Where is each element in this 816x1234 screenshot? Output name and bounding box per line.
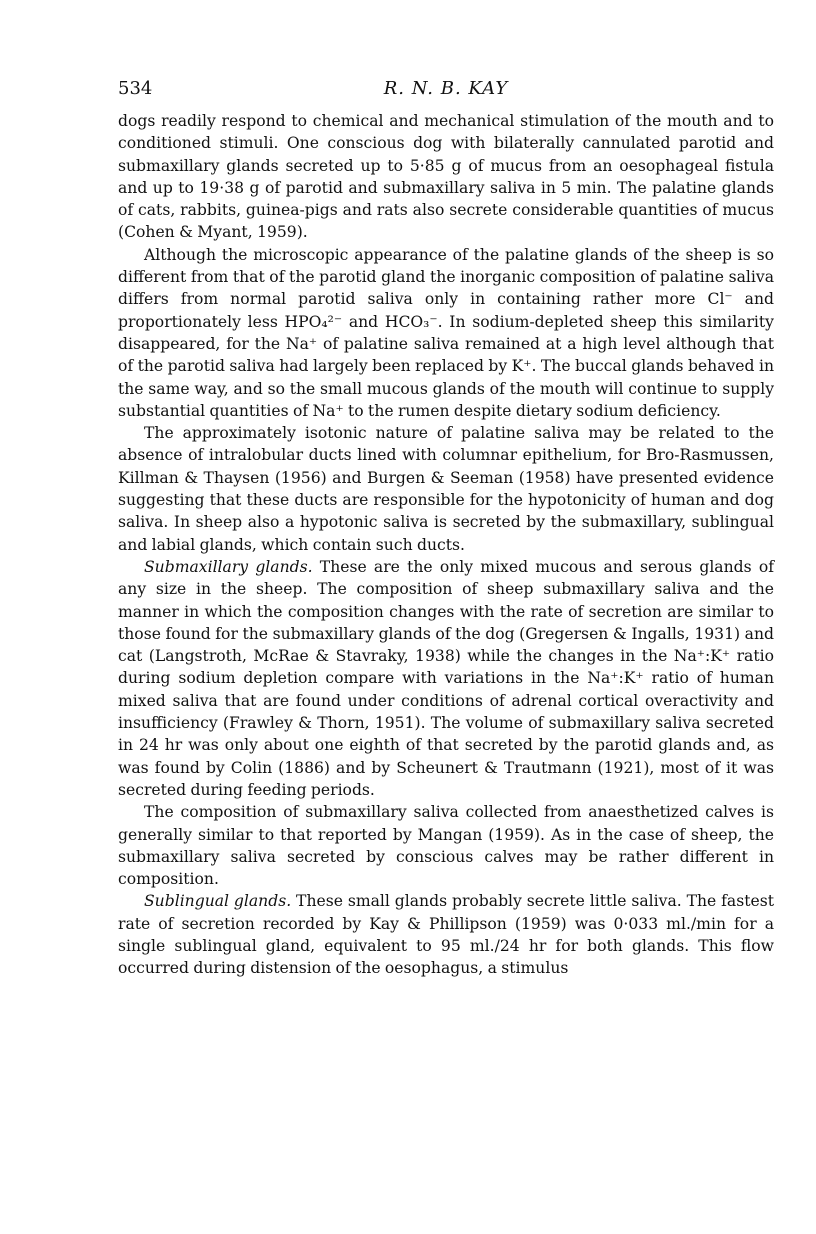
paragraph-text: dogs readily respond to chemical and mechanical stimulation of the mouth and to conditioned stimuli. One conscious dog with bilaterally cannulated parotid and submaxillary glands secreted up to 5·85 g of mucus from an oesophageal fistula and up to 19·38 g of parotid and submaxillary saliva in 5 min. The palatine glands of cats, rabbits, guinea-pigs and rats also secrete considerable quantities of mucus (Cohen & Myant, 1959). [118, 112, 774, 242]
running-head: R. N. B. KAY [383, 78, 509, 99]
paragraph-text: The approximately isotonic nature of palatine saliva may be related to the absence of intralobular ducts lined with columnar epithelium, for Bro-Rasmussen, Killman & Thaysen (1956) and Burgen & Seeman (1958) have presented evidence suggesting that these ducts are responsible for the hypotonicity of human and dog saliva. In sheep also a hypotonic saliva is secreted by the submaxillary, sublingual and labial glands, which contain such ducts. [118, 424, 774, 554]
article-body [118, 110, 774, 980]
page-number: 534 [118, 78, 153, 99]
page-header [118, 74, 774, 104]
paragraph [118, 244, 774, 422]
paragraph [118, 801, 774, 890]
paragraph-text: These small glands probably secrete little saliva. The fastest rate of secretion recorded by Kay & Phillipson (1959) was 0·033 ml./min for a single sublingual gland, equivalent to 95 ml./24 hr for both glands. This flow occurred during distension of the oesophagus, a stimulus [118, 892, 774, 978]
paragraph [118, 110, 774, 244]
paragraph [118, 422, 774, 556]
paragraph-heading: Sublingual glands. [144, 892, 292, 911]
paragraph-text: Although the microscopic appearance of the palatine glands of the sheep is so different from that of the parotid gland the inorganic composition of palatine saliva differs from normal parotid saliva only in containing rather more Cl⁻ and proportionately less HPO₄²⁻ and HCO₃⁻. In sodium-depleted sheep this similarity disappeared, for the Na⁺ of palatine saliva remained at a high level although that of the parotid saliva had largely been replaced by K⁺. The buccal glands behaved in the same way, and so the small mucous glands of the mouth will continue to supply substantial quantities of Na⁺ to the rumen despite dietary sodium deficiency. [118, 245, 774, 420]
paragraph [118, 890, 774, 979]
paragraph [118, 556, 774, 801]
paragraph-text: These are the only mixed mucous and serous glands of any size in the sheep. The composition of sheep submaxillary saliva and the manner in which the composition changes with the rate of secretion are similar to those found for the submaxillary glands of the dog (Gregersen & Ingalls, 1931) and cat (Langstroth, McRae & Stavraky, 1938) while the changes in the Na⁺:K⁺ ratio during sodium depletion compare with variations in the Na⁺:K⁺ ratio of human mixed saliva that are found under conditions of adrenal cortical overactivity and insufficiency (Frawley & Thorn, 1951). The volume of submaxillary saliva secreted in 24 hr was only about one eighth of that secreted by the parotid glands and, as was found by Colin (1886) and by Scheunert & Trautmann (1921), most of it was secreted during feeding periods. [118, 557, 775, 799]
paragraph-text: The composition of submaxillary saliva collected from anaesthetized calves is generally similar to that reported by Mangan (1959). As in the case of sheep, the submaxillary saliva secreted by conscious calves may be rather different in composition. [118, 803, 774, 889]
journal-page [118, 74, 774, 980]
paragraph-heading: Submaxillary glands. [144, 557, 313, 576]
